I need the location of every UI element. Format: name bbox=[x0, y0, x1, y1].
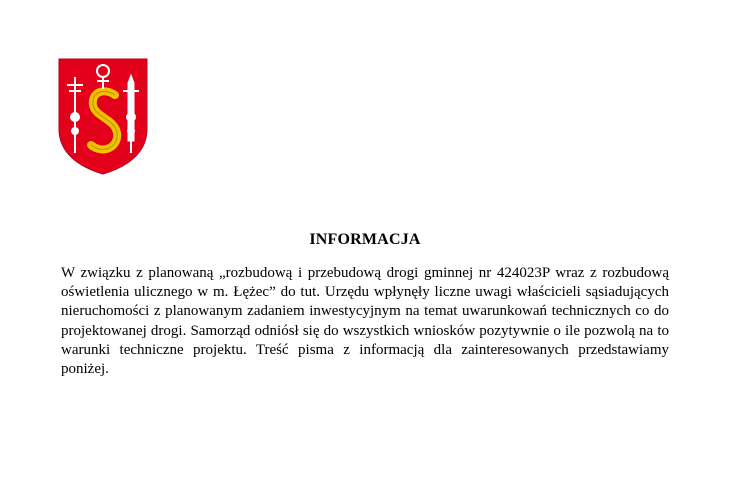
document-title: INFORMACJA bbox=[309, 231, 421, 248]
document-body: W związku z planowaną „rozbudową i przebudową drogi gminnej nr 424023P wraz z rozbudową oświetlenia ulicznego w m. Łężec” do tut. Urzędu wpłynęły liczne uwagi właścicieli sąsiadujących nieruchomości z planowanym zadaniem inwestycyjnym na temat uwarunkowań technicznych co do projektowanej drogi. Samorząd odniósł się do wszystkich wniosków pozytywnie o ile pozwolą na to warunki techniczne projektu. Treść pisma z informacją dla zainteresowanych przedstawiamy poniżej. bbox=[61, 265, 669, 378]
coat-of-arms-icon bbox=[57, 57, 149, 175]
